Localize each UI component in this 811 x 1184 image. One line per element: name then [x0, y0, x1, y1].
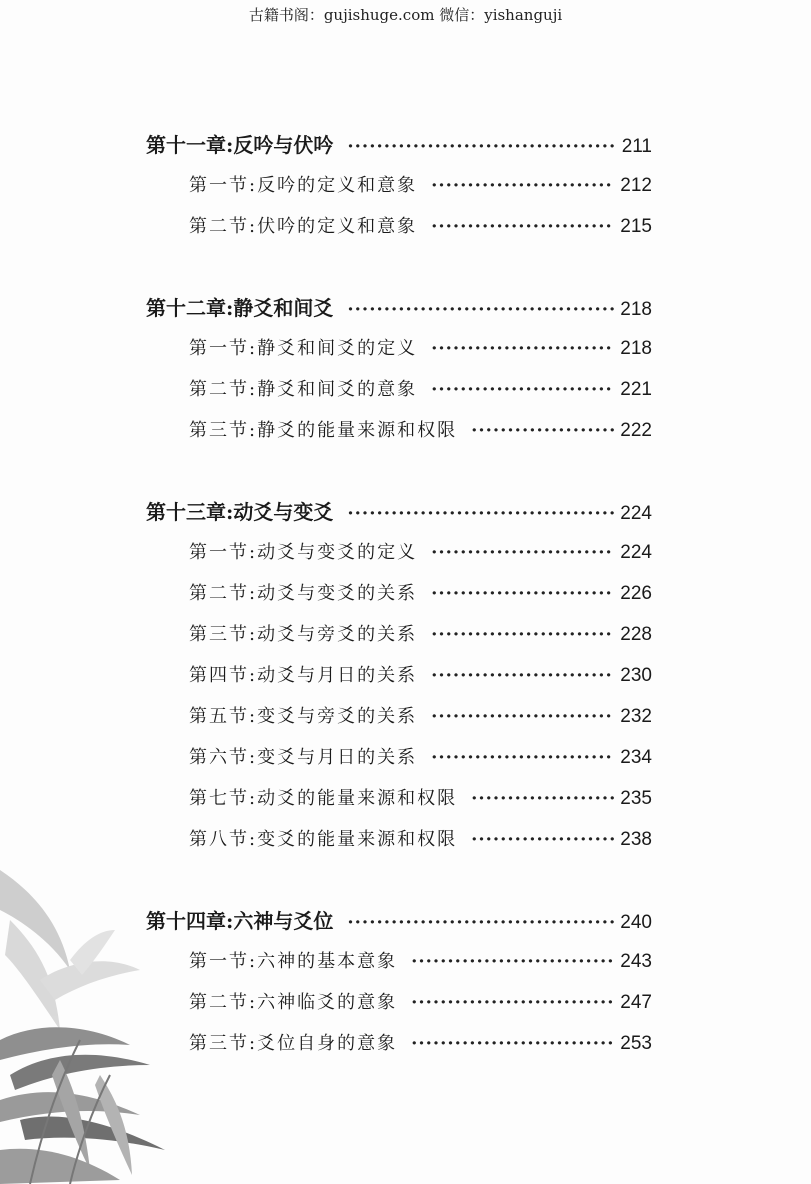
section-title: 第二节:六神临爻的意象 — [189, 992, 398, 1013]
page-number: 253 — [620, 1033, 652, 1054]
dot-leader — [347, 293, 614, 325]
toc-section[interactable] — [189, 743, 652, 773]
page-number: 224 — [620, 542, 652, 563]
dot-leader — [431, 538, 614, 568]
dot-leader — [431, 702, 614, 732]
toc-section[interactable] — [189, 375, 652, 405]
page-number: 247 — [620, 992, 652, 1013]
section-title: 第一节:六神的基本意象 — [189, 951, 398, 972]
toc-chapter-11[interactable] — [146, 130, 652, 160]
toc-section[interactable] — [189, 825, 652, 855]
dot-leader — [431, 661, 614, 691]
toc-section[interactable] — [189, 212, 652, 242]
dot-leader — [471, 784, 614, 814]
dot-leader — [431, 375, 614, 405]
section-title: 第一节:反吟的定义和意象 — [189, 175, 418, 196]
section-title: 第八节:变爻的能量来源和权限 — [189, 829, 458, 850]
section-title: 第一节:静爻和间爻的定义 — [189, 338, 418, 359]
chapter-title: 第十一章:反吟与伏吟 — [146, 133, 334, 157]
section-title: 第二节:动爻与变爻的关系 — [189, 583, 418, 604]
dot-leader — [431, 334, 614, 364]
page-number: 222 — [620, 420, 652, 441]
page-number: 232 — [620, 706, 652, 727]
dot-leader — [347, 906, 614, 938]
section-title: 第二节:伏吟的定义和意象 — [189, 216, 418, 237]
watermark-text: 古籍书阁：gujishuge.com 微信：yishanguji — [248, 6, 563, 24]
chapter-title: 第十三章:动爻与变爻 — [146, 500, 334, 524]
section-title: 第五节:变爻与旁爻的关系 — [189, 706, 418, 727]
section-title: 第六节:变爻与月日的关系 — [189, 747, 418, 768]
section-title: 第一节:动爻与变爻的定义 — [189, 542, 418, 563]
toc-section[interactable] — [189, 538, 652, 568]
dot-leader — [347, 497, 614, 529]
page-number: 226 — [620, 583, 652, 604]
page-number: 215 — [620, 216, 652, 237]
section-title: 第三节:爻位自身的意象 — [189, 1033, 398, 1054]
chapter-title: 第十二章:静爻和间爻 — [146, 296, 334, 320]
section-title: 第七节:动爻的能量来源和权限 — [189, 788, 458, 809]
toc-section[interactable] — [189, 784, 652, 814]
page-number: 238 — [620, 829, 652, 850]
dot-leader — [471, 416, 614, 446]
page-number: 221 — [620, 379, 652, 400]
toc-section[interactable] — [189, 661, 652, 691]
page-number: 230 — [620, 665, 652, 686]
section-title: 第二节:静爻和间爻的意象 — [189, 379, 418, 400]
section-title: 第三节:静爻的能量来源和权限 — [189, 420, 458, 441]
dot-leader — [411, 1029, 614, 1059]
toc-section[interactable] — [189, 334, 652, 364]
toc-chapter-13[interactable] — [146, 497, 652, 527]
section-title: 第四节:动爻与月日的关系 — [189, 665, 418, 686]
dot-leader — [347, 130, 615, 162]
page-number: 240 — [620, 912, 652, 933]
dot-leader — [431, 620, 614, 650]
page-number: 218 — [620, 338, 652, 359]
dot-leader — [411, 988, 614, 1018]
toc-chapter-12[interactable] — [146, 293, 652, 323]
chapter-title: 第十四章:六神与爻位 — [146, 909, 334, 933]
dot-leader — [411, 947, 614, 977]
toc-section[interactable] — [189, 702, 652, 732]
dot-leader — [431, 171, 614, 201]
page-number: 234 — [620, 747, 652, 768]
page-number: 212 — [620, 175, 652, 196]
page-number: 211 — [621, 136, 652, 157]
page-number: 243 — [620, 951, 652, 972]
toc-section[interactable] — [189, 988, 652, 1018]
dot-leader — [431, 579, 614, 609]
page-number: 218 — [620, 299, 652, 320]
dot-leader — [431, 743, 614, 773]
page-number: 235 — [620, 788, 652, 809]
toc-section[interactable] — [189, 947, 652, 977]
section-title: 第三节:动爻与旁爻的关系 — [189, 624, 418, 645]
toc-section[interactable] — [189, 620, 652, 650]
toc-chapter-14[interactable] — [146, 906, 652, 936]
page-number: 228 — [620, 624, 652, 645]
dot-leader — [471, 825, 614, 855]
page-number: 224 — [620, 503, 652, 524]
toc-section[interactable] — [189, 171, 652, 201]
dot-leader — [431, 212, 614, 242]
toc-section[interactable] — [189, 579, 652, 609]
toc-section[interactable] — [189, 1029, 652, 1059]
toc-section[interactable] — [189, 416, 652, 446]
